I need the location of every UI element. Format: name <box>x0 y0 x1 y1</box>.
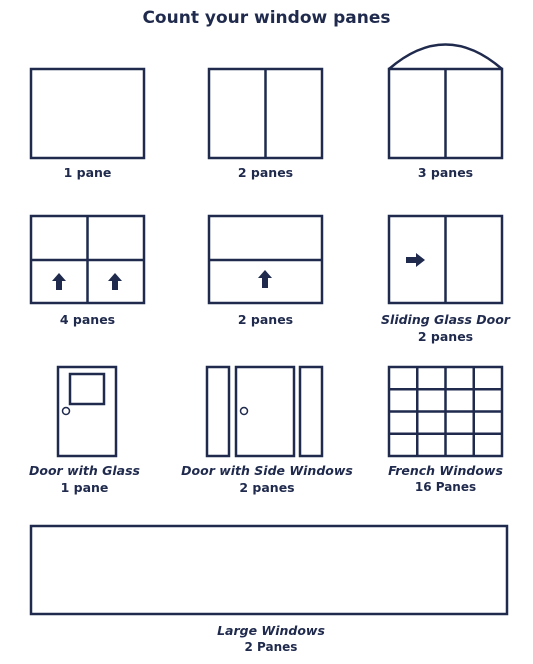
label-name: Door with Side Windows <box>181 463 353 478</box>
label-name: Door with Glass <box>29 463 140 478</box>
label-name: 4 panes <box>59 312 116 327</box>
window-3-panes-arched <box>389 45 502 159</box>
label-3-panes <box>374 164 517 181</box>
window-2-panes-vertical <box>209 69 322 158</box>
label-sliding-glass-door <box>364 311 527 345</box>
up-arrow-icon <box>258 270 272 288</box>
label-name: 1 pane <box>63 165 112 180</box>
label-count: 2 Panes <box>244 640 298 654</box>
french-windows-grid <box>389 367 502 456</box>
label-name: French Windows <box>388 463 503 478</box>
label-door-with-side-windows <box>172 462 362 496</box>
right-arrow-icon <box>406 253 425 267</box>
label-door-with-glass <box>7 462 162 496</box>
label-large-windows <box>171 622 371 656</box>
label-count: 1 pane <box>60 480 109 495</box>
up-arrow-icon <box>108 273 122 290</box>
label-2-panes-horizontal <box>194 311 337 328</box>
label-name: 2 panes <box>237 165 294 180</box>
window-4-panes <box>31 216 144 303</box>
label-count: 2 panes <box>239 480 295 495</box>
label-name: Sliding Glass Door <box>381 312 510 327</box>
window-1-pane <box>31 69 144 158</box>
label-1-pane <box>31 164 144 181</box>
label-name: 2 panes <box>237 312 294 327</box>
label-4-panes <box>16 311 159 328</box>
label-name: 3 panes <box>417 165 474 180</box>
page-title: Count your window panes <box>142 8 391 28</box>
label-count: 2 panes <box>417 329 474 344</box>
door-with-glass <box>58 367 116 456</box>
window-2-panes-horizontal <box>209 216 322 303</box>
sliding-glass-door <box>389 216 502 303</box>
label-2-panes-vertical <box>194 164 337 181</box>
label-count: 16 Panes <box>414 480 477 494</box>
large-window <box>31 526 507 614</box>
door-with-side-windows <box>207 367 322 456</box>
label-name: Large Windows <box>217 623 325 638</box>
up-arrow-icon <box>52 273 66 290</box>
label-french-windows <box>369 462 522 496</box>
